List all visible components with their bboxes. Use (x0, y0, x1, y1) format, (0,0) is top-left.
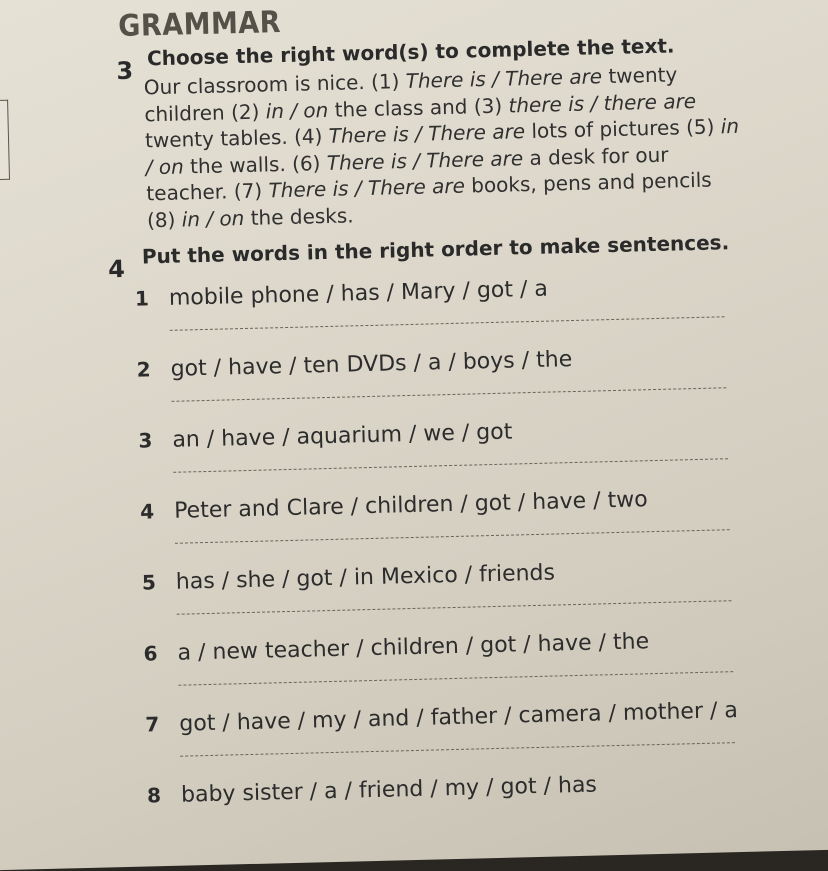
answer-line[interactable] (171, 387, 726, 402)
item-number: 4 (139, 499, 155, 524)
item-number: 3 (138, 428, 153, 453)
choice-option: There is / There are (268, 173, 466, 203)
choice-option: There is / There are (326, 145, 524, 175)
item-number: 7 (145, 712, 160, 737)
text-segment: twenty children (2) (144, 62, 678, 126)
sentence-item-3 (138, 420, 512, 454)
exercise-3-text (143, 60, 747, 234)
text-segment: lots of pictures (5) (524, 114, 722, 144)
text-segment: books, pens and pencils (8) (146, 167, 712, 232)
item-words: a / new teacher / children / got / have / the (177, 629, 650, 666)
choice-option: in / on (181, 205, 245, 232)
choice-option: There is / There are (328, 119, 526, 148)
item-number: 2 (136, 357, 151, 382)
answer-line[interactable] (173, 458, 728, 473)
answer-line[interactable] (175, 529, 730, 544)
sentence-item-4 (140, 487, 648, 524)
choice-option: there is / there are (508, 88, 697, 117)
item-words: got / have / my / and / father / camera / mother / a (179, 698, 739, 737)
item-words: has / she / got / in Mexico / friends (175, 560, 556, 595)
exercise-4-title: Put the words in the right order to make sentences. (141, 230, 730, 269)
answer-line[interactable] (180, 742, 735, 757)
text-segment: Our classroom is nice. (1) (143, 69, 407, 100)
text-segment: twenty tables. (4) (144, 123, 330, 153)
text-segment: the walls. (6) (183, 150, 328, 178)
text-segment: the class and (3) (328, 93, 509, 122)
sentence-item-6 (143, 629, 649, 666)
exercise-4-number: 4 (107, 254, 126, 284)
sentence-item-7 (145, 698, 738, 737)
item-words: mobile phone / has / Mary / got / a (168, 276, 549, 311)
section-heading: GRAMMAR (117, 5, 282, 45)
item-number: 5 (141, 570, 157, 595)
item-words: Peter and Clare / children / got / have / two (173, 487, 648, 524)
sentence-item-5 (142, 561, 556, 596)
item-words: got / have / ten DVDs / a / boys / the (170, 347, 573, 382)
answer-line[interactable] (177, 600, 732, 615)
item-number: 1 (134, 286, 150, 311)
sentence-item-8 (147, 773, 597, 809)
choice-option: There is / There are (405, 64, 603, 93)
item-number: 8 (146, 783, 162, 808)
item-words: baby sister / a / friend / my / got / has (180, 772, 598, 808)
exercise-3-title: Choose the right word(s) to complete the text. (146, 33, 675, 71)
item-number: 6 (143, 641, 158, 666)
sentence-item-1 (135, 277, 548, 312)
answer-line[interactable] (178, 671, 733, 686)
choice-option: in / on (145, 113, 740, 179)
sentence-item-2 (136, 347, 572, 383)
answer-line[interactable] (170, 316, 725, 331)
exercise-3-number: 3 (116, 56, 134, 86)
text-segment: the desks. (244, 202, 354, 230)
text-segment: a desk for our teacher. (7) (146, 142, 669, 206)
side-box (0, 100, 10, 181)
choice-option: in / on (265, 97, 329, 123)
item-words: an / have / aquarium / we / got (172, 419, 513, 453)
